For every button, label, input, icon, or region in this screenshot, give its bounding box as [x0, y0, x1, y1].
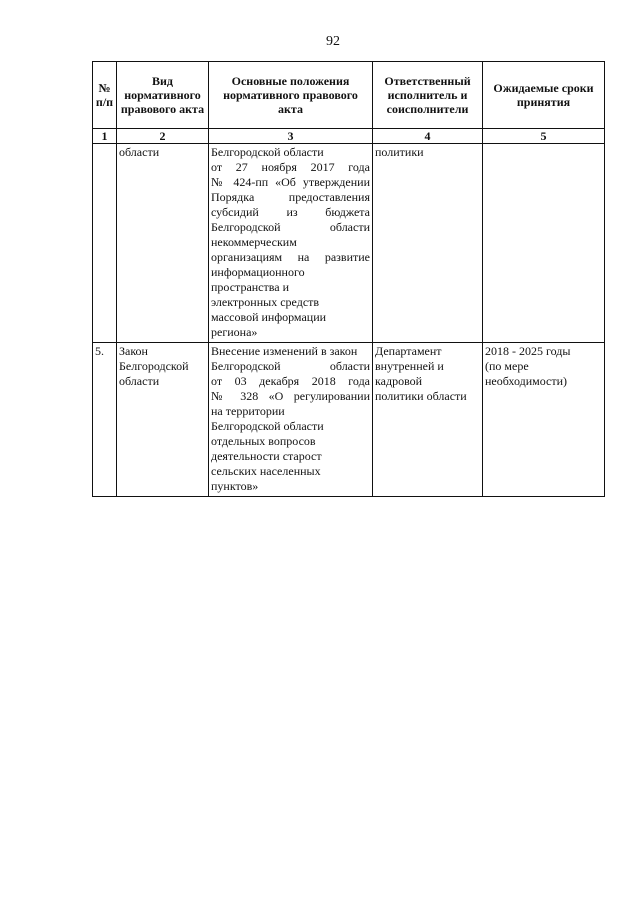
executor-line: политики области: [375, 389, 467, 403]
provisions-line: пунктов»: [211, 479, 259, 493]
executor-line: внутренней и: [375, 359, 444, 373]
provisions-line: субсидий из бюджета: [211, 205, 370, 219]
provisions-line: сельских населенных: [211, 464, 321, 478]
table-row: [93, 343, 605, 497]
header-provisions: Основные положения нормативного правового акта: [209, 62, 373, 129]
provisions-line: Внесение изменений в закон: [211, 344, 358, 358]
column-numbers-row: [93, 129, 605, 144]
header-deadline: Ожидаемые сроки принятия: [483, 62, 605, 129]
executor-cell: [373, 144, 483, 343]
legal-acts-table: [92, 61, 605, 497]
provisions-line: от 03 декабря 2018 года: [211, 374, 370, 388]
provisions-line: массовой информации: [211, 310, 327, 324]
page-number: 92: [326, 34, 340, 49]
act-type-line: области: [119, 374, 160, 388]
header-act-type: Вид нормативного правового акта: [117, 62, 209, 129]
act-type-line: Белгородской: [119, 359, 189, 373]
provisions-line: отдельных вопросов: [211, 434, 316, 448]
column-number: 4: [373, 129, 483, 144]
column-number: 1: [93, 129, 117, 144]
provisions-line: от 27 ноября 2017 года: [211, 160, 370, 174]
provisions-line: организациям на развитие: [211, 250, 370, 264]
provisions-line: на территории: [211, 404, 285, 418]
provisions-line: Белгородской области: [211, 145, 324, 159]
executor-cell: [373, 343, 483, 497]
deadline-line: (по мере: [485, 359, 529, 373]
table-header-row: [93, 62, 605, 129]
provisions-line: Белгородской области: [211, 220, 370, 234]
provisions-line: Порядка предоставления: [211, 190, 370, 204]
executor-line: кадровой: [375, 374, 423, 388]
act-type-cell: [117, 343, 209, 497]
act-type-line: Закон: [119, 344, 148, 358]
table-row: [93, 144, 605, 343]
deadline-cell: [483, 343, 605, 497]
executor-line: Департамент: [375, 344, 442, 358]
provisions-line: региона»: [211, 325, 258, 339]
provisions-line: пространства и: [211, 280, 290, 294]
provisions-line: Белгородской области: [211, 419, 324, 433]
deadline-cell: [483, 144, 605, 343]
provisions-cell: [209, 144, 373, 343]
header-number: № п/п: [93, 62, 117, 129]
provisions-line: № 328 «О регулировании: [211, 389, 370, 403]
act-type-cell: области: [117, 144, 209, 343]
provisions-line: электронных средств: [211, 295, 320, 309]
column-number: 2: [117, 129, 209, 144]
provisions-line: информационного: [211, 265, 305, 279]
deadline-line: 2018 - 2025 годы: [485, 344, 571, 358]
provisions-line: Белгородской области: [211, 359, 370, 373]
row-number: [93, 144, 117, 343]
executor-line: политики: [375, 145, 424, 159]
deadline-line: необходимости): [485, 374, 568, 388]
column-number: 3: [209, 129, 373, 144]
row-number: 5.: [93, 343, 117, 497]
column-number: 5: [483, 129, 605, 144]
provisions-line: деятельности старост: [211, 449, 322, 463]
provisions-cell: [209, 343, 373, 497]
provisions-line: некоммерческим: [211, 235, 297, 249]
provisions-line: № 424-пп «Об утверждении: [211, 175, 370, 189]
header-executor: Ответственный исполнитель и соисполнители: [373, 62, 483, 129]
